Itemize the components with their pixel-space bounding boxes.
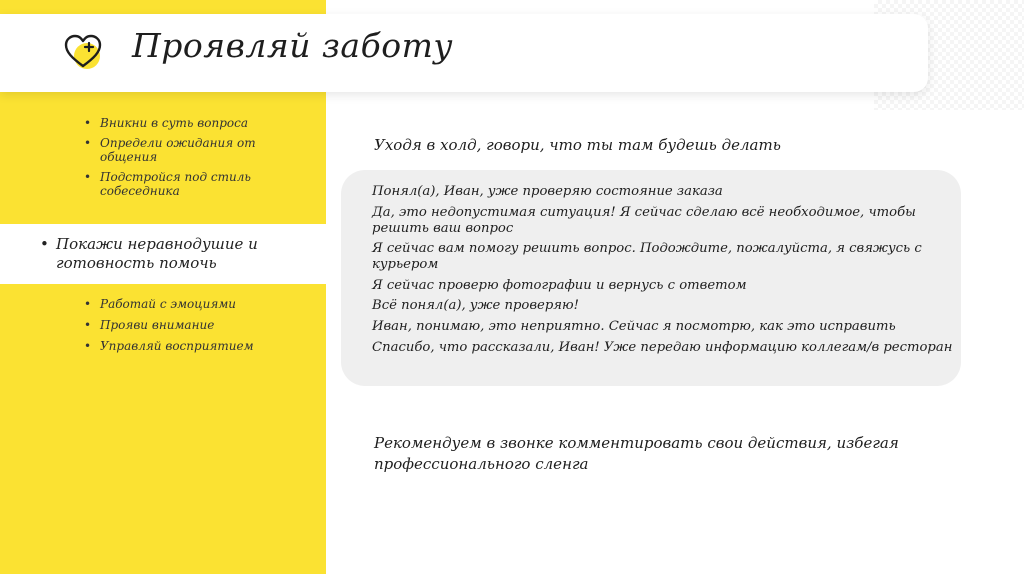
sidebar-top-list [82, 116, 292, 204]
heart-plus-icon [60, 28, 106, 74]
phrase-item: Понял(а), Иван, уже проверяю состояние заказа [372, 184, 723, 199]
list-item: • Подстройся под стиль собеседника [82, 170, 292, 198]
list-item: • Прояви внимание [82, 318, 302, 332]
list-item: • Вникни в суть вопроса [82, 116, 292, 130]
phrase-item: Да, это недопустимая ситуация! Я сейчас сделаю всё необходимое, чтобы решить ваш вопрос [372, 204, 916, 236]
main-heading: Уходя в холд, говори, что ты там будешь делать [374, 136, 781, 154]
phrase-item: Спасибо, что рассказали, Иван! Уже передаю информацию коллегам/в ресторан [372, 339, 953, 355]
recommendation-text: Рекомендуем в звонке комментировать свои действия, избегая профессионального сленга [374, 434, 899, 473]
phrase-item: Всё понял(а), уже проверяю! [372, 298, 579, 314]
list-item: • Работай с эмоциями [82, 297, 302, 311]
highlighted-item: • Покажи неравнодушие и готовность помочь [40, 235, 326, 273]
list-item: • Управляй восприятием [82, 339, 302, 353]
phrases-list [372, 184, 957, 360]
phrase-item: Иван, понимаю, это неприятно. Сейчас я посмотрю, как это исправить [372, 318, 896, 334]
phrase-item: Я сейчас проверю фотографии и вернусь с ответом [372, 277, 747, 293]
sidebar-bottom-list [82, 297, 302, 360]
slide-title: Проявляй заботу [132, 26, 454, 65]
list-item: • Определи ожидания от общения [82, 136, 292, 164]
phrase-item: Я сейчас вам помогу решить вопрос. Подождите, пожалуйста, я свяжусь с курьером [372, 241, 922, 273]
